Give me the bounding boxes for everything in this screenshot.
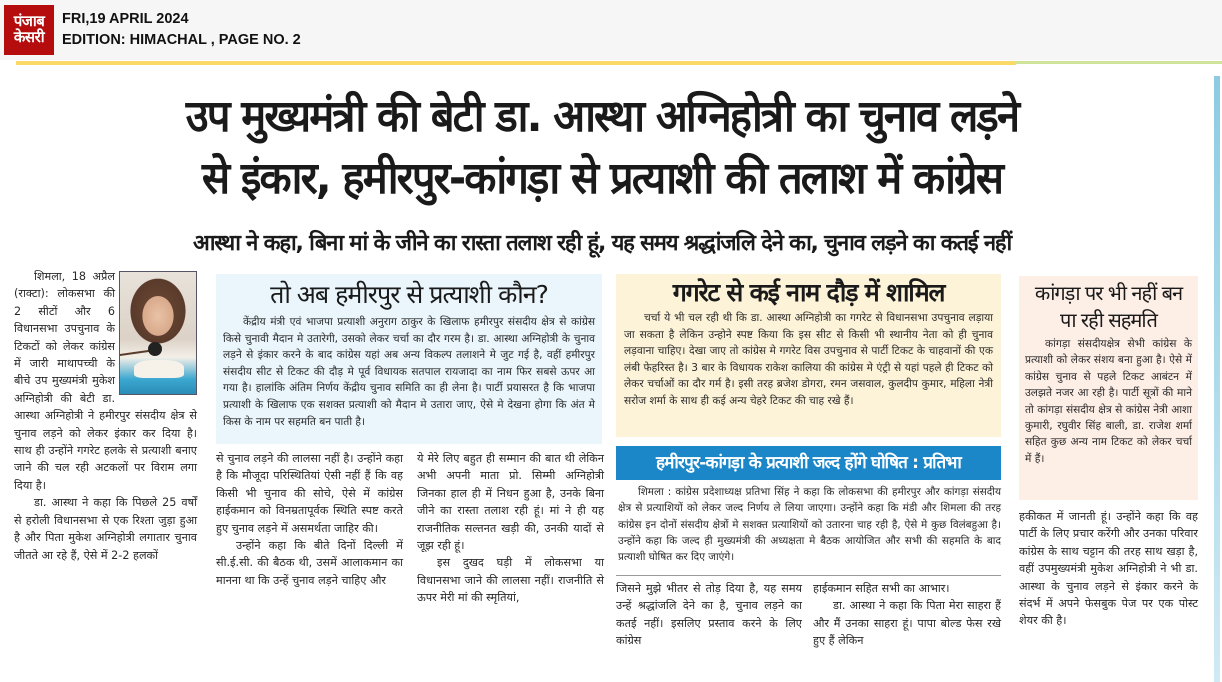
publication-date: FRI,19 APRIL 2024 (62, 11, 189, 27)
pratibha-text: शिमला : कांग्रेस प्रदेशाध्यक्ष प्रतिभा सिंह ने कहा कि लोकसभा की हमीरपुर और कांगड़ा संसदीय क्षेत्र से प्रत्याशियों को लेकर जल्द निर्णय ले लिया जाएगा। उन्होंने कहा कि मंडी और शिमला की तरह कांग्रेस इन दोनों संसदीय क्षेत्रों मे सशक्त प्रत्याशियों को उतारना चाह रही है, ऐसे मे कुछ विलंबहुआ है। उन्होंने कहा कि जल्द ही मुख्यमंत्री की अध्यक्षता मे बैठक आयोजित और सभी की सहमति के बाद प्रत्याशी घोषित कर दिए जाएंगे। (618, 486, 1001, 564)
pratibha-body (618, 484, 1001, 565)
kangra-box-title: कांगड़ा पर भी नहीं बन पा रही सहमति (1034, 281, 1183, 332)
section-divider (616, 575, 1001, 576)
col2b-paragraph-2 (417, 554, 604, 606)
hamirpur-box-title: तो अब हमीरपुर से प्रत्याशी कौन? (270, 280, 548, 309)
pratibha-box-title: हमीरपुर-कांगड़ा के प्रत्याशी जल्द होंगे घोषित : प्रतिभा (616, 446, 1001, 480)
gagret-box-body (624, 310, 993, 410)
gagret-box-text: चर्चा ये भी चल रही थी कि डा. आस्था अग्निहोत्री का गगरेट से विधानसभा उपचुनाव लड़ाया जा सकता है लेकिन उन्होने स्पष्ट किया कि इस सीट से किसी भी स्थानीय नेता को ही चुनाव लड़वाना चाहिए। देखा जाए तो कांग्रेस मे गगरेट विस उपचुनाव से पार्टी टिकट के चाहवानों की एक लंबी फेहरिस्त है। 3 बार के विधायक राकेश कालिया की कांग्रेस मे एंट्री से यहां पहले ही टिकट को लेकर चर्चाओं का दौर गर्म है। इसी तरह ब्रजेश डोगरा, रमन जसवाल, कुलदीप कुमार, महिला नेत्री सरोज शर्मा के साथ ही कई अन्य चेहरे टिकट की चाह रखे हैं। (624, 312, 993, 407)
scarf-shape (134, 360, 184, 378)
main-headline-line2: से इंकार, हमीरपुर-कांगड़ा से प्रत्याशी की तलाश में कांग्रेस (201, 153, 1003, 204)
col3b-paragraph-2 (813, 597, 1001, 649)
hamirpur-candidate-box (216, 274, 602, 444)
microphone-stand-icon (119, 350, 152, 357)
col3b-text-2: डा. आस्था ने कहा कि पिता मेरा साहरा हैं और मैं उनका साहरा हूं। पापा बोल्ड फेस रखे हुए हैं लेकिन (813, 599, 1001, 648)
col2b-text-2: इस दुखद घड़ी में लोकसभा या विधानसभा जाने की लालसा नहीं। राजनीति से ऊपर मेरी मां की स्मृतियां, (417, 556, 604, 605)
col1-text-2: डा. आस्था ने कहा कि पिछले 25 वर्षों से हरोली विधानसभा से एक रिश्ता जुड़ा हुआ है और पिता मुकेश अग्निहोत्री लगातार चुनाव जीतते आ रहे हैं, ऐसे में 2-2 हलकों (14, 496, 197, 562)
sub-headline: आस्था ने कहा, बिना मां के जीने का रास्ता तलाश रही हूं, यह समय श्रद्धांजलि देने का, चुनाव लड़ने का कतई नहीं (192, 231, 1012, 256)
col2a-text-2: उन्होंने कहा कि बीते दिनों दिल्ली में सी.ई.सी. की बैठक थी, उसमें आलाकमान का मानना था कि उन्हें चुनाव लड़ने चाहिए और (216, 539, 403, 587)
kangra-consensus-box (1019, 276, 1198, 500)
article-column-3a (616, 580, 802, 650)
punjab-kesari-logo[interactable] (4, 5, 54, 55)
gagret-box-title: गगरेट से कई नाम दौड़ में शामिल (672, 278, 945, 307)
col1-text-1: शिमला, 18 अप्रैल (राक्टा): लोकसभा की 2 सीटों और 6 विधानसभा उपचुनाव के टिकटों को लेकर कांग्रेस में जारी माथापच्ची के बीचे उप मुख्यमंत्री मुकेश अग्निहोत्री की बेटी डा. आस्था अग्निहोत्री ने हमीरपुर संसदीय क्षेत्र से चुनाव लड़ने को लेकर इंकार कर दिया है। साथ ही उन्होंने गगरेट हलके से प्रत्याशी बनाए जाने की चल रही अटकलों पर विराम लगा दिया है। (14, 270, 197, 492)
microphone-icon (148, 342, 162, 356)
hamirpur-box-body (223, 314, 595, 430)
main-headline-line1: उप मुख्यमंत्री की बेटी डा. आस्था अग्निहोत्री का चुनाव लड़ने (185, 91, 1019, 142)
kangra-box-text: कांगड़ा संसदीयक्षेत्र सेभी कांग्रेस के प्रत्याशी को लेकर संशय बना हुआ है। ऐसे में कांग्रेस चुनाव से पहले टिकट आबंटन में उलझते नजर आ रही है। पार्टी सूत्रों की माने तो कांगड़ा संसदीय क्षेत्र से कांग्रेस नेत्री आशा कुमारी, रघुवीर सिंह बाली, डा. राजेश शर्मा सहित कुछ अन्य नाम टिकट को लेकर चर्चा में हैं। (1025, 338, 1192, 465)
article-column-1 (14, 268, 197, 564)
col1-paragraph-2 (14, 494, 197, 564)
gagret-names-box (616, 274, 1001, 437)
page-header (0, 0, 1222, 60)
edition-page: EDITION: HIMACHAL , PAGE NO. 2 (62, 32, 301, 48)
aastha-agnihotri-photo (119, 271, 197, 395)
col3a-paragraph-1: जिसने मुझे भीतर से तोड़ दिया है, यह समय उन्हें श्रद्धांजलि देने का है, चुनाव लड़ने का कतई नहीं। इसलिए प्रस्ताव करने के लिए कांग्रेस (616, 582, 802, 648)
col2b-paragraph-1: ये मेरे लिए बहुत ही सम्मान की बात थी लेकिन अभी अपनी माता प्रो. सिम्मी अग्निहोत्री जिनका हाल ही में निधन हुआ है, उनके बिना जीने का रास्ता तलाश रही हूं। मां ने ही यह राजनीतिक सल्तनत खड़ी की, उनकी यादों से जूझ रही हूं। (417, 452, 604, 553)
col2a-paragraph-2 (216, 537, 403, 589)
col4-paragraph-1: हकीकत में जानती हूं। उन्होंने कहा कि वह पार्टी के लिए प्रचार करेंगी और उनका परिवार कांग्रेस के साथ चट्टान की तरह साथ खड़ा है, वहीं उपमुख्यमंत्री मुकेश अग्निहोत्री ने भी डा. आस्था के चुनाव लड़ने से इंकार करने के संदर्भ में अपने फेसबुक पेज पर एक पोस्ट शेयर की है। (1019, 510, 1198, 628)
article-column-3b (813, 580, 1001, 650)
col2a-paragraph-1: से चुनाव लड़ने की लालसा नहीं है। उन्होंने कहा है कि मौजूदा परिस्थितियां ऐसी नहीं हैं कि वह किसी भी चुनाव की सोचे, ऐसे में कांग्रेस हाईकमान को विनम्रतापूर्वक स्थिति स्पष्ट करते हुए चुनाव लड़ने में असमर्थता जाहिर की। (216, 452, 403, 535)
gold-divider (16, 61, 1016, 65)
pratibha-statement (618, 484, 1001, 565)
article-column-2b (417, 450, 604, 607)
hamirpur-box-text: केंद्रीय मंत्री एवं भाजपा प्रत्याशी अनुराग ठाकुर के खिलाफ हमीरपुर संसदीय क्षेत्र से कांग्रेस किसे चुनावी मैदान मे उतारेगी, उसको लेकर चर्चा का दौर गरम है। डा. आस्था अग्निहोत्री के चुनाव लड़ने से इंकार करने के बाद कांग्रेस यहां अब अन्य विकल्प तलाशने मे जुट गई है, वहीं हमीरपुर संसदीय सीट से टिकट की दौड़ मे पूर्व विधायक सतपाल रायजादा का नाम फिर सबसे ऊपर आ गया है। हालांकि अंतिम निर्णय केंद्रीय चुनाव समिति का ही लेना है। पार्टी प्रयासरत है कि भाजपा प्रत्याशी के खिलाफ एक सशक्त प्रत्याशी को मैदान मे उतारा जाए, ऐसे मे देखना होगा कि अंत मे किस के नाम पर सहमति बन पाती है। (223, 316, 595, 428)
edition-info (62, 9, 301, 51)
col3b-paragraph-1: हाईकमान सहित सभी का आभार। (813, 582, 950, 595)
logo-text-line1: पंजाब (13, 12, 45, 31)
article-column-4 (1019, 508, 1198, 630)
article-column-2a (216, 450, 403, 589)
kangra-box-body (1025, 336, 1192, 467)
logo-text-line2: केसरी (13, 28, 45, 46)
right-edge-border (1214, 76, 1220, 682)
green-divider (1016, 61, 1222, 64)
